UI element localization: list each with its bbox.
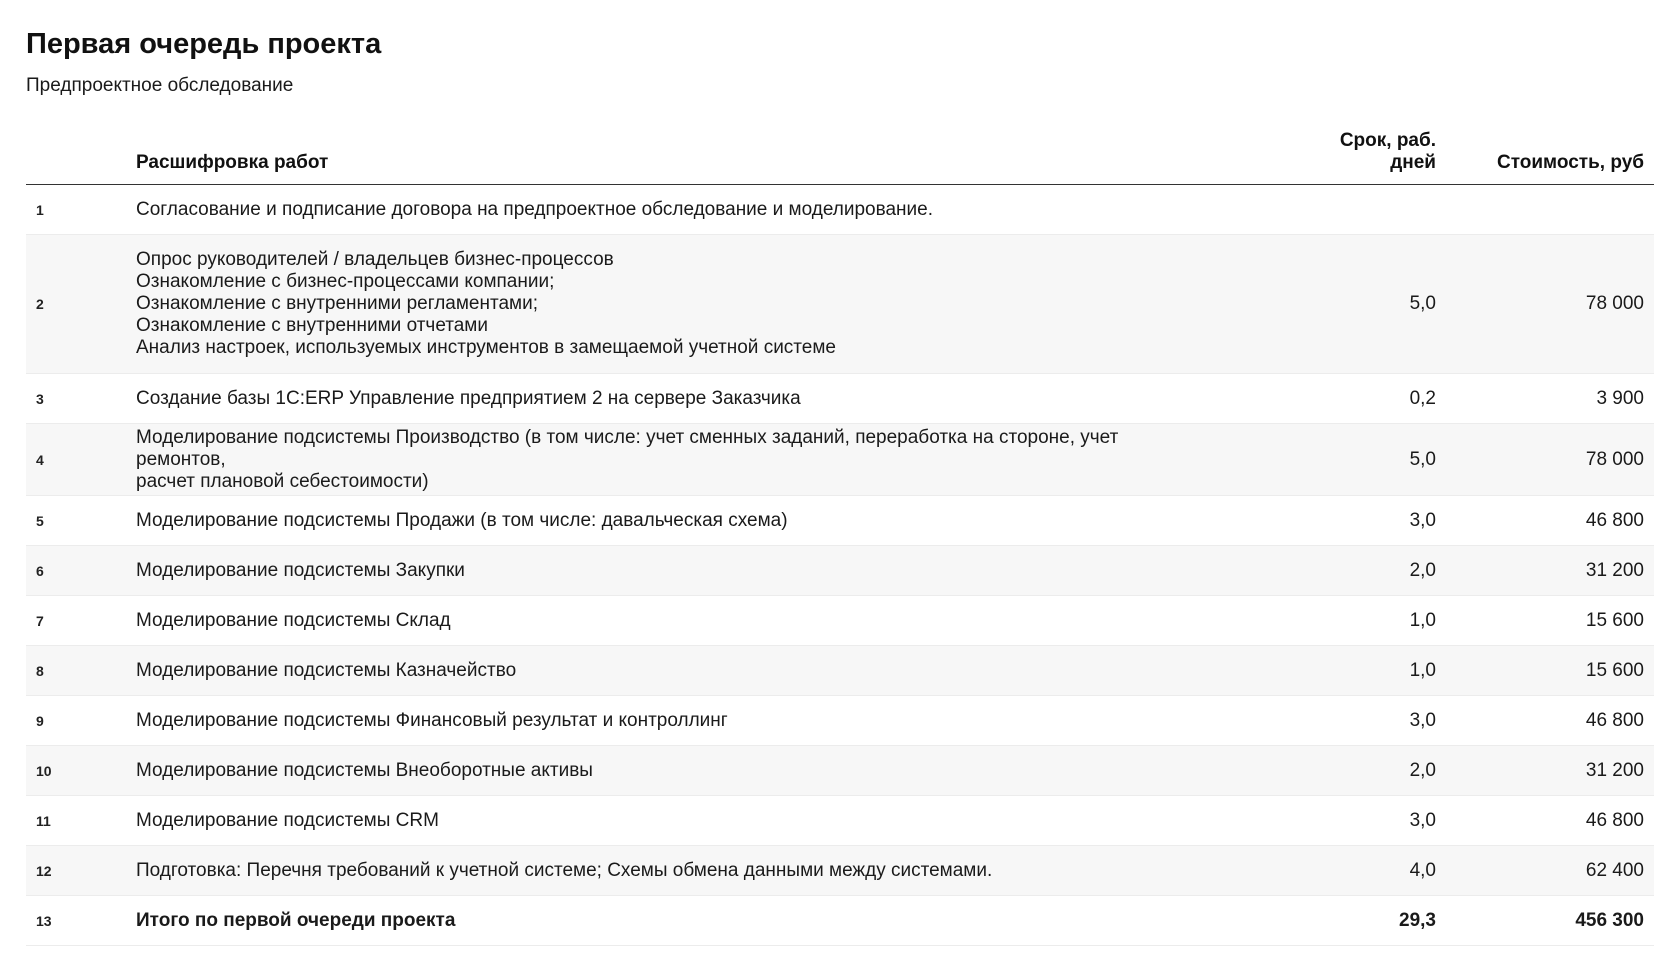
- column-header-description: Расшифровка работ: [126, 130, 1216, 185]
- table-row: [26, 646, 1654, 696]
- row-description: [126, 185, 1216, 235]
- row-cost: 62 400: [1446, 846, 1654, 896]
- total-days: 29,3: [1216, 896, 1446, 946]
- page-title: Первая очередь проекта: [26, 28, 382, 60]
- table-row: [26, 846, 1654, 896]
- row-days: [1216, 185, 1446, 235]
- table-row: [26, 185, 1654, 235]
- column-header-number: [26, 130, 126, 185]
- column-header-days: [1216, 130, 1446, 185]
- row-description: [126, 496, 1216, 546]
- page-subtitle: Предпроектное обследование: [26, 75, 294, 96]
- table-header: [26, 130, 1654, 185]
- row-description-line: Согласование и подписание договора на предпроектное обследование и моделирование.: [136, 198, 933, 220]
- row-number: 10: [26, 746, 126, 796]
- column-header-cost: Стоимость, руб: [1446, 130, 1654, 185]
- row-description: [126, 696, 1216, 746]
- row-days: 3,0: [1216, 796, 1446, 846]
- row-cost: 3 900: [1446, 374, 1654, 424]
- column-header-days-line1: Срок, раб.: [1339, 130, 1436, 151]
- row-days: 5,0: [1216, 424, 1446, 496]
- row-description-line: Моделирование подсистемы Продажи (в том числе: давальческая схема): [136, 509, 788, 531]
- row-description: [126, 546, 1216, 596]
- table-row: [26, 424, 1654, 496]
- row-description-line: Анализ настроек, используемых инструментов в замещаемой учетной системе: [136, 337, 836, 358]
- row-number: 8: [26, 646, 126, 696]
- row-cost: 46 800: [1446, 796, 1654, 846]
- row-description-line: Моделирование подсистемы Казначейство: [136, 659, 517, 681]
- works-table: [26, 130, 1654, 946]
- row-cost: 78 000: [1446, 424, 1654, 496]
- row-description-line: Ознакомление с бизнес-процессами компании;: [136, 271, 555, 292]
- row-description-line: Моделирование подсистемы Производство (в том числе: учет сменных заданий, переработка на стороне, учет ремонтов,: [136, 426, 1119, 470]
- row-number: 12: [26, 846, 126, 896]
- row-description-line: Создание базы 1С:ERP Управление предприятием 2 на сервере Заказчика: [136, 387, 801, 409]
- row-number: 3: [26, 374, 126, 424]
- row-description: [126, 596, 1216, 646]
- row-description-line: Моделирование подсистемы Закупки: [136, 559, 465, 581]
- row-number: 5: [26, 496, 126, 546]
- row-days: 2,0: [1216, 746, 1446, 796]
- row-description-line: Моделирование подсистемы Финансовый результат и контроллинг: [136, 709, 728, 731]
- row-number: 2: [26, 235, 126, 374]
- table-row: [26, 596, 1654, 646]
- row-cost: 15 600: [1446, 596, 1654, 646]
- total-row: [26, 896, 1654, 946]
- row-description: [126, 235, 1216, 374]
- table-row: [26, 696, 1654, 746]
- row-number: 4: [26, 424, 126, 496]
- row-cost: 31 200: [1446, 746, 1654, 796]
- row-description-line: Подготовка: Перечня требований к учетной системе; Схемы обмена данными между системами.: [136, 859, 993, 881]
- row-cost: 46 800: [1446, 696, 1654, 746]
- table-row: [26, 496, 1654, 546]
- row-description-line: Моделирование подсистемы CRM: [136, 809, 439, 831]
- row-cost: 46 800: [1446, 496, 1654, 546]
- table-row: [26, 235, 1654, 374]
- total-cost: 456 300: [1446, 896, 1654, 946]
- total-row-number: 13: [26, 896, 126, 946]
- table-row: [26, 546, 1654, 596]
- row-days: 3,0: [1216, 496, 1446, 546]
- row-days: 1,0: [1216, 646, 1446, 696]
- row-cost: [1446, 185, 1654, 235]
- row-description: [126, 374, 1216, 424]
- row-description-line: Моделирование подсистемы Внеоборотные активы: [136, 759, 593, 781]
- row-description: [126, 646, 1216, 696]
- row-description-line: Ознакомление с внутренними регламентами;: [136, 293, 538, 314]
- row-days: 4,0: [1216, 846, 1446, 896]
- header-row: [26, 130, 1654, 185]
- row-description-line: Моделирование подсистемы Склад: [136, 609, 451, 631]
- row-cost: 78 000: [1446, 235, 1654, 374]
- row-days: 1,0: [1216, 596, 1446, 646]
- row-description-line: расчет плановой себестоимости): [136, 470, 429, 492]
- row-number: 9: [26, 696, 126, 746]
- table-row: [26, 746, 1654, 796]
- row-number: 6: [26, 546, 126, 596]
- column-header-days-line2: дней: [1390, 152, 1436, 173]
- row-days: 5,0: [1216, 235, 1446, 374]
- row-description: [126, 846, 1216, 896]
- row-days: 3,0: [1216, 696, 1446, 746]
- row-days: 0,2: [1216, 374, 1446, 424]
- table-row: [26, 374, 1654, 424]
- row-number: 7: [26, 596, 126, 646]
- row-cost: 31 200: [1446, 546, 1654, 596]
- row-description: [126, 796, 1216, 846]
- total-label: Итого по первой очереди проекта: [126, 896, 1216, 946]
- row-cost: 15 600: [1446, 646, 1654, 696]
- table-body: [26, 185, 1654, 946]
- row-description-line: Опрос руководителей / владельцев бизнес-процессов: [136, 249, 614, 270]
- row-days: 2,0: [1216, 546, 1446, 596]
- row-description-line: Ознакомление с внутренними отчетами: [136, 315, 488, 336]
- row-description: [126, 424, 1216, 496]
- row-number: 11: [26, 796, 126, 846]
- row-description: [126, 746, 1216, 796]
- row-number: 1: [26, 185, 126, 235]
- table-row: [26, 796, 1654, 846]
